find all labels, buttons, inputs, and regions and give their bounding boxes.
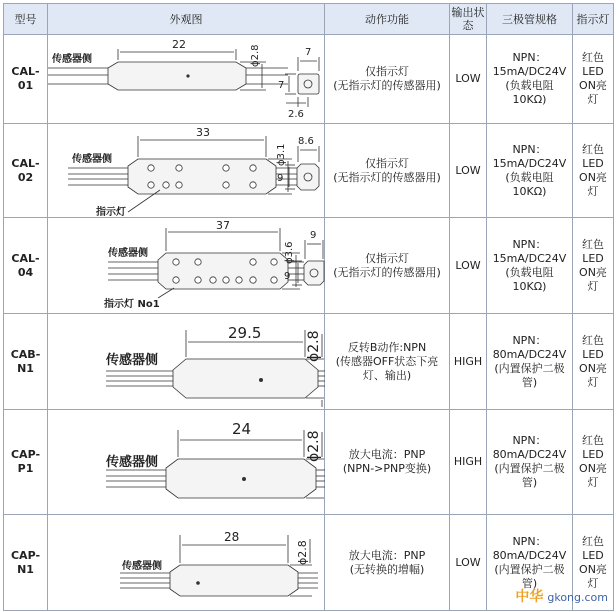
length-label: 22 bbox=[172, 38, 186, 51]
indicator-line: 红色 bbox=[582, 142, 604, 156]
end-height-label: 9 bbox=[284, 271, 291, 282]
transistor-line: NPN： bbox=[512, 142, 547, 156]
indicator-cell bbox=[573, 314, 614, 410]
model-line: CAL- bbox=[11, 251, 40, 265]
function-line: (传感器OFF状态下亮 bbox=[335, 354, 439, 368]
transistor-line: NPN： bbox=[512, 237, 547, 251]
watermark-logo: 中华 bbox=[515, 589, 544, 605]
transistor-line: 管) bbox=[521, 476, 538, 489]
table-row bbox=[4, 314, 614, 410]
appearance-figure bbox=[48, 218, 325, 314]
transistor-cell bbox=[487, 218, 573, 314]
indicator-line: LED bbox=[582, 548, 604, 562]
diameter-label: ϕ2.8 bbox=[250, 44, 261, 67]
model-line: CAB- bbox=[10, 347, 41, 361]
header-function: 动作功能 bbox=[325, 4, 450, 35]
model-line: 02 bbox=[17, 170, 34, 184]
indicator-cell bbox=[573, 218, 614, 314]
indicator-line: ON亮 bbox=[579, 170, 607, 184]
model-cell bbox=[4, 410, 48, 515]
function-cell bbox=[325, 314, 450, 410]
indicator-line: 灯 bbox=[587, 375, 599, 389]
function-line: 反转B动作:NPN bbox=[347, 340, 427, 354]
header-appearance: 外观图 bbox=[48, 4, 325, 35]
appearance-figure bbox=[48, 410, 325, 515]
table-row bbox=[4, 35, 614, 124]
watermark bbox=[515, 586, 608, 606]
indicator-line: 红色 bbox=[582, 237, 604, 251]
transistor-line: 管) bbox=[521, 576, 538, 590]
function-line: (无转换的增幅) bbox=[349, 562, 425, 576]
model-cell bbox=[4, 314, 48, 410]
indicator-line: ON亮 bbox=[579, 462, 607, 475]
transistor-line: (负载电阻 bbox=[505, 170, 554, 184]
diameter-label: ϕ3.1 bbox=[276, 143, 287, 166]
sensor-side-label: 传感器侧 bbox=[72, 154, 112, 165]
function-cell bbox=[325, 410, 450, 515]
end-height-label: 9 bbox=[277, 173, 284, 184]
transistor-cell bbox=[487, 410, 573, 515]
appearance-figure bbox=[48, 35, 325, 124]
appearance-figure bbox=[48, 515, 325, 611]
function-line: (NPN->PNP变换) bbox=[342, 462, 432, 475]
model-cell bbox=[4, 35, 48, 124]
appearance-figure bbox=[48, 314, 325, 410]
length-label: 29.5 bbox=[228, 324, 262, 342]
indicator-line: LED bbox=[582, 251, 604, 265]
watermark-url: gkong.com bbox=[547, 591, 608, 604]
figure-cabn1 bbox=[48, 314, 325, 409]
output-cell: HIGH bbox=[450, 314, 487, 410]
end-width-label: 8.6 bbox=[298, 136, 314, 147]
end-offset-label: 2.6 bbox=[288, 109, 304, 120]
transistor-line: (负载电阻 bbox=[505, 79, 554, 92]
diameter-label: ϕ2.8 bbox=[306, 430, 322, 462]
indicator-line: 红色 bbox=[582, 534, 604, 548]
function-line: (无指示灯的传感器用) bbox=[333, 265, 441, 279]
function-line: 仅指示灯 bbox=[365, 65, 409, 78]
sensor-side-label: 传感器侧 bbox=[122, 561, 162, 572]
indicator-line: ON亮 bbox=[579, 79, 607, 92]
indicator-line: 灯 bbox=[587, 93, 599, 106]
function-line: (无指示灯的传感器用) bbox=[333, 170, 441, 184]
function-cell bbox=[325, 124, 450, 218]
function-line: 灯、输出) bbox=[362, 368, 412, 382]
indicator-lamp-label: 指示灯 No1 bbox=[104, 299, 160, 310]
model-line: P1 bbox=[17, 462, 34, 475]
header-output: 输出状态 bbox=[450, 4, 487, 35]
model-line: CAP- bbox=[10, 448, 41, 461]
function-line: (无指示灯的传感器用) bbox=[333, 79, 441, 92]
output-cell: LOW bbox=[450, 35, 487, 124]
transistor-line: 15mA/DC24V bbox=[492, 65, 567, 78]
indicator-line: LED bbox=[582, 156, 604, 170]
transistor-line: 15mA/DC24V bbox=[492, 251, 567, 265]
transistor-line: 80mA/DC24V bbox=[492, 347, 567, 361]
transistor-line: NPN： bbox=[512, 333, 547, 347]
length-label: 33 bbox=[196, 126, 210, 139]
model-cell bbox=[4, 124, 48, 218]
function-cell bbox=[325, 218, 450, 314]
header-model: 型号 bbox=[4, 4, 48, 35]
model-line: N1 bbox=[17, 361, 34, 375]
model-line: 01 bbox=[17, 79, 34, 92]
transistor-line: (内置保护二极 bbox=[494, 361, 565, 375]
header-indicator: 指示灯 bbox=[573, 4, 614, 35]
indicator-line: 灯 bbox=[587, 279, 599, 293]
end-height-label: 7 bbox=[278, 80, 285, 91]
indicator-cell bbox=[573, 35, 614, 124]
length-label: 28 bbox=[224, 530, 240, 544]
sensor-side-label: 传感器侧 bbox=[52, 54, 92, 65]
figure-cal04 bbox=[48, 218, 325, 313]
table-row bbox=[4, 410, 614, 515]
indicator-line: 红色 bbox=[582, 434, 604, 447]
transistor-line: NPN： bbox=[512, 534, 547, 548]
figure-capp1 bbox=[48, 410, 325, 514]
table-row bbox=[4, 218, 614, 314]
appearance-figure bbox=[48, 124, 325, 218]
indicator-line: 灯 bbox=[587, 184, 599, 198]
length-label: 37 bbox=[216, 219, 230, 232]
diameter-label: ϕ3.6 bbox=[284, 241, 295, 264]
transistor-line: NPN： bbox=[512, 434, 547, 447]
function-line: 仅指示灯 bbox=[365, 251, 409, 265]
diameter-label: ϕ2.8 bbox=[306, 330, 322, 362]
model-cell bbox=[4, 218, 48, 314]
sensor-side-label: 传感器侧 bbox=[108, 248, 148, 259]
indicator-line: LED bbox=[582, 347, 604, 361]
transistor-line: NPN： bbox=[512, 51, 547, 64]
indicator-line: 灯 bbox=[587, 476, 599, 489]
table-row bbox=[4, 124, 614, 218]
header-transistor: 三极管规格 bbox=[487, 4, 573, 35]
transistor-line: 10KΩ) bbox=[512, 279, 547, 293]
transistor-line: 80mA/DC24V bbox=[492, 548, 567, 562]
indicator-line: ON亮 bbox=[579, 265, 607, 279]
indicator-cell bbox=[573, 410, 614, 515]
indicator-line: 灯 bbox=[587, 576, 599, 590]
transistor-line: (负载电阻 bbox=[505, 265, 554, 279]
sensor-side-label: 传感器侧 bbox=[106, 353, 159, 368]
transistor-cell bbox=[487, 35, 573, 124]
output-cell: LOW bbox=[450, 124, 487, 218]
model-line: CAL- bbox=[11, 65, 40, 78]
transistor-cell bbox=[487, 314, 573, 410]
model-line: N1 bbox=[17, 562, 34, 576]
output-cell: LOW bbox=[450, 218, 487, 314]
transistor-line: (内置保护二极 bbox=[494, 562, 565, 576]
indicator-lamp-label: 指示灯 bbox=[96, 207, 126, 217]
output-cell: LOW bbox=[450, 515, 487, 611]
transistor-line: 10KΩ) bbox=[512, 93, 547, 106]
end-width-label: 9 bbox=[310, 230, 317, 241]
figure-cal01 bbox=[48, 35, 325, 123]
function-line: 放大电流：PNP bbox=[348, 448, 426, 461]
figure-capn1 bbox=[48, 515, 325, 610]
model-line: 04 bbox=[17, 265, 34, 279]
sensor-side-label: 传感器侧 bbox=[106, 455, 159, 470]
figure-cal02 bbox=[48, 124, 325, 217]
indicator-line: LED bbox=[582, 448, 604, 461]
length-label: 24 bbox=[232, 420, 252, 438]
transistor-line: 15mA/DC24V bbox=[492, 156, 567, 170]
indicator-cell bbox=[573, 124, 614, 218]
function-line: 仅指示灯 bbox=[365, 156, 409, 170]
indicator-line: 红色 bbox=[582, 51, 604, 64]
transistor-line: 管) bbox=[521, 375, 538, 389]
transistor-line: 80mA/DC24V bbox=[492, 448, 567, 461]
indicator-line: 红色 bbox=[582, 333, 604, 347]
model-line: CAL- bbox=[11, 156, 40, 170]
diameter-label: ϕ2.8 bbox=[296, 540, 309, 565]
function-cell bbox=[325, 35, 450, 124]
model-cell bbox=[4, 515, 48, 611]
transistor-line: (内置保护二极 bbox=[494, 462, 565, 475]
indicator-line: LED bbox=[582, 65, 604, 78]
transistor-line: 10KΩ) bbox=[512, 184, 547, 198]
output-cell: HIGH bbox=[450, 410, 487, 515]
end-width-label: 7 bbox=[305, 47, 312, 58]
spec-table bbox=[3, 3, 614, 611]
indicator-line: ON亮 bbox=[579, 562, 607, 576]
header-row bbox=[4, 4, 614, 35]
model-line: CAP- bbox=[10, 548, 41, 562]
indicator-line: ON亮 bbox=[579, 361, 607, 375]
function-cell bbox=[325, 515, 450, 611]
transistor-cell bbox=[487, 124, 573, 218]
function-line: 放大电流：PNP bbox=[348, 548, 426, 562]
